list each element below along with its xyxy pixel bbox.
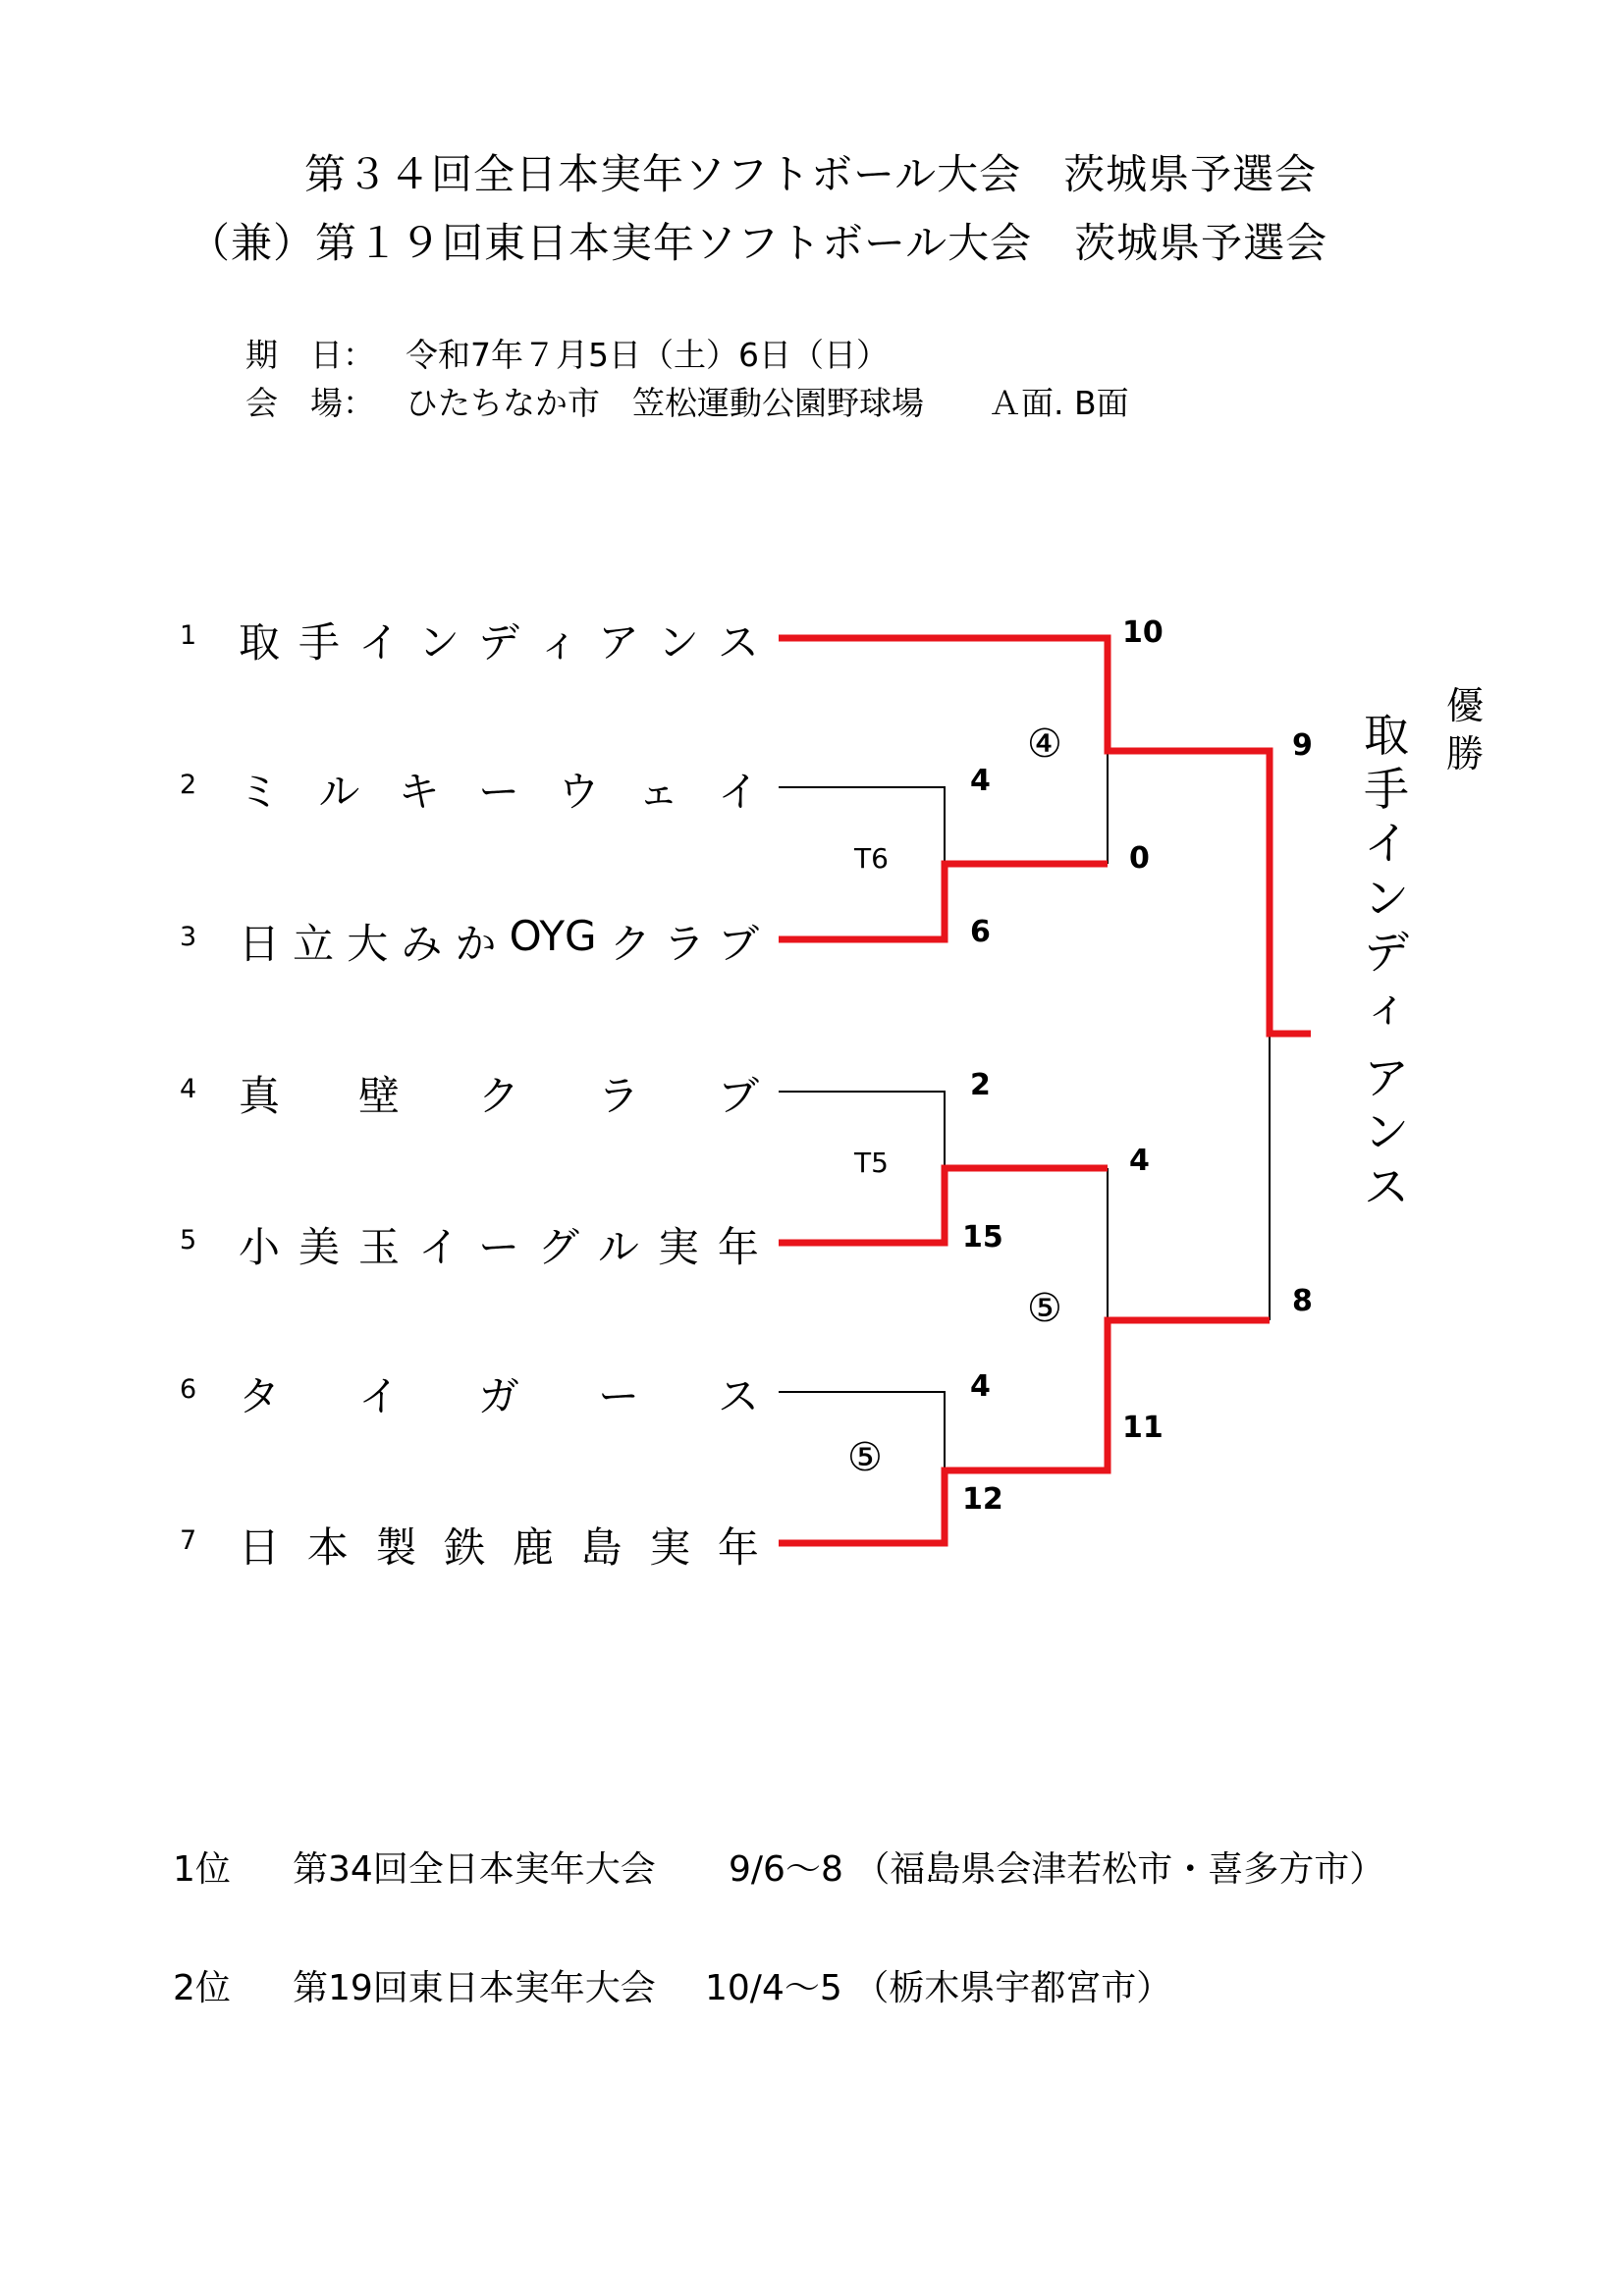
footer-detail-1: 9/6～8 （福島県会津若松市・喜多方市） — [729, 1849, 1385, 1890]
score-r1-m2-bottom: 15 — [962, 1220, 1003, 1255]
champion-name: 取 手 イ ン デ ィ ア ン ス — [1364, 709, 1409, 1213]
score-sf1-bottom: 0 — [1129, 841, 1150, 876]
seed-6: 6 — [180, 1374, 197, 1405]
footer-event-1: 第34回全日本実年大会 — [293, 1849, 656, 1890]
team-1: 取 手 イ ン デ ィ ア ン ス — [239, 618, 759, 667]
score-r1-m3-bottom: 12 — [962, 1482, 1003, 1517]
seed-7: 7 — [180, 1525, 197, 1556]
venue-label: 会 場： — [245, 384, 375, 422]
score-final-top: 9 — [1292, 728, 1313, 763]
match-mark-r1-m2: T5 — [854, 1147, 889, 1179]
date-value: 令和7年７月5日（土）6日（日） — [406, 336, 889, 374]
footer-event-2: 第19回東日本実年大会 — [293, 1968, 656, 2008]
win-line-team5 — [779, 1168, 1108, 1243]
match-mark-sf2: ⑤ — [1027, 1286, 1062, 1331]
score-sf2-bottom: 11 — [1122, 1411, 1164, 1445]
win-line-team3 — [779, 864, 1108, 939]
score-r1-m2-top: 2 — [970, 1068, 991, 1102]
date-label: 期 日： — [245, 336, 375, 374]
title-line-1: 第３４回全日本実年ソフトボール大会 茨城県予選会 — [304, 150, 1318, 198]
score-r1-m3-top: 4 — [970, 1369, 991, 1404]
team-4: 真 壁 ク ラ ブ — [239, 1072, 759, 1120]
seed-5: 5 — [180, 1225, 197, 1255]
score-sf2-top: 4 — [1129, 1144, 1150, 1178]
seed-4: 4 — [180, 1074, 197, 1104]
seed-3: 3 — [180, 922, 197, 952]
match-mark-r1-m3: ⑤ — [847, 1435, 883, 1480]
seed-1: 1 — [180, 620, 197, 651]
win-line-team1 — [779, 638, 1311, 1034]
seed-2: 2 — [180, 770, 197, 800]
win-line-team7 — [779, 1320, 1270, 1543]
footer-rank-2: 2位 — [173, 1968, 231, 2008]
match-mark-sf1: ④ — [1027, 721, 1062, 767]
footer-rank-1: 1位 — [173, 1849, 231, 1890]
champion-label: 優 勝 — [1445, 684, 1484, 776]
title-line-2: （兼）第１９回東日本実年ソフトボール大会 茨城県予選会 — [189, 219, 1328, 267]
footer-detail-2: 10/4～5 （栃木県宇都宮市） — [705, 1968, 1172, 2008]
team-7: 日 本 製 鉄 鹿 島 実 年 — [239, 1523, 759, 1572]
venue-value: ひたちなか市 笠松運動公園野球場 Ａ面. B面 — [406, 384, 1129, 422]
team-3: 日 立 大 み か OYG ク ラ ブ — [239, 912, 759, 968]
team-5: 小 美 玉 イ ー グ ル 実 年 — [239, 1223, 759, 1271]
team-2: ミ ル キ ー ウ ェ イ — [239, 768, 759, 816]
score-r1-m1-bottom: 6 — [970, 915, 991, 949]
score-r1-m1-top: 4 — [970, 764, 991, 798]
match-mark-r1-m1: T6 — [854, 842, 889, 875]
score-sf1-top: 10 — [1122, 615, 1164, 650]
score-final-bottom: 8 — [1292, 1284, 1313, 1318]
team-6: タ イ ガ ー ス — [239, 1372, 759, 1420]
